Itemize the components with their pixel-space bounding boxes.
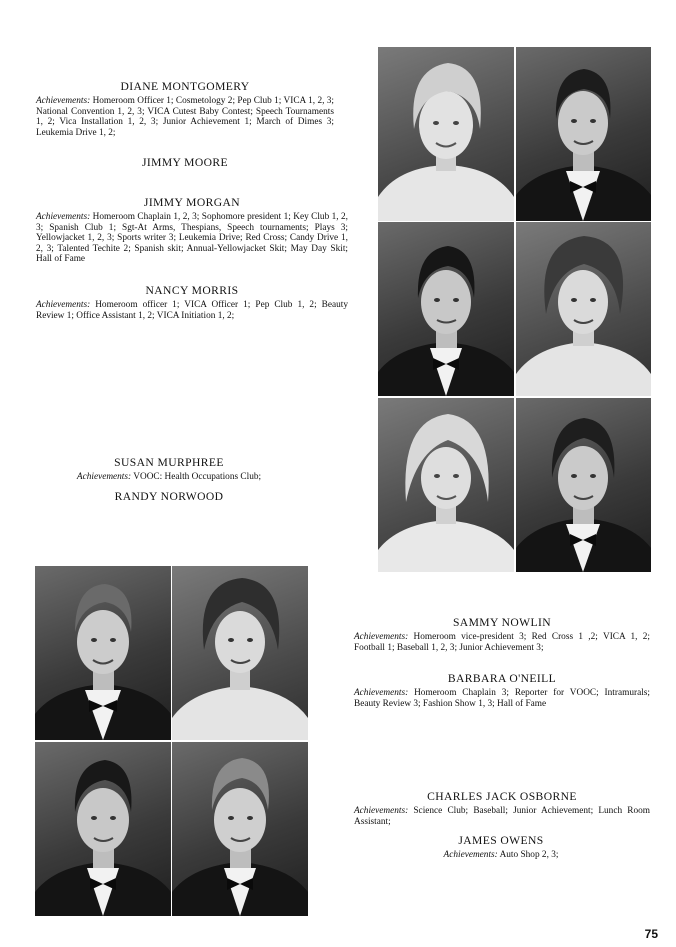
achievements-text: Homeroom Chaplain 1, 2, 3; Sophomore president 1; Key Club 1, 2, 3; Spanish Club 1; Sgt-At Arms, Thespians, Speech tournaments; Plays 3; Yellowjacket 1, 2, 3; Sports writer 3; Leukemia Drive; Red Cross; Candy Drive 1, 2, 3; Talented Techite 2; Spanish skit; Annual-Yellowjacket Skit; May Day Skit; Hall of Fame	[36, 212, 348, 265]
portrait-photo-james-owens	[172, 742, 308, 916]
achievements-text: Homeroom vice-president 3; Red Cross 1 ,2; VICA 1, 2; Football 1; Baseball 1, 2, 3; Junior Achievement 3;	[354, 632, 650, 653]
student-name: JIMMY MOORE	[141, 156, 229, 169]
achievements-text: Homeroom officer 1; VICA Officer 1; Pep Club 1, 2; Beauty Review 1; Office Assistant 1, 2; VICA Initiation 1, 2;	[36, 300, 348, 321]
portrait-photo-randy-norwood	[516, 398, 651, 572]
student-name: NANCY MORRIS	[145, 284, 239, 297]
achievements-text: VOOC: Health Occupations Club;	[133, 472, 262, 482]
achievements-label: Achievements:	[354, 688, 409, 698]
achievements-label: Achievements:	[354, 806, 409, 816]
student-entry-charles-jack-osborne	[354, 790, 650, 827]
page-number: 75	[644, 927, 658, 941]
student-entry-randy-norwood	[36, 490, 302, 506]
student-entry-susan-murphree	[36, 456, 302, 483]
student-entry-nancy-morris	[36, 284, 348, 321]
achievements-text: Science Club; Baseball; Junior Achievement; Lunch Room Assistant;	[354, 806, 650, 827]
student-name: CHARLES JACK OSBORNE	[427, 790, 577, 803]
portrait-photo-barbara-oneill	[172, 566, 308, 740]
achievements-label: Achievements:	[354, 632, 409, 642]
achievements-label: Achievements:	[76, 472, 132, 482]
student-entry-jimmy-morgan	[36, 196, 348, 265]
student-name: JIMMY MORGAN	[143, 196, 241, 209]
portrait-photo-susan-murphree	[378, 398, 514, 572]
student-entry-sammy-nowlin	[354, 616, 650, 653]
student-name: RANDY NORWOOD	[114, 490, 224, 503]
student-name: JAMES OWENS	[458, 834, 544, 847]
student-name: SUSAN MURPHREE	[114, 456, 224, 469]
portrait-photo-jimmy-moore	[516, 47, 651, 221]
achievements-label: Achievements:	[443, 850, 498, 860]
portrait-photo-charles-jack-osborne	[35, 742, 171, 916]
portrait-photo-jimmy-morgan	[378, 222, 514, 396]
portrait-photo-nancy-morris	[516, 222, 651, 396]
student-name: DIANE MONTGOMERY	[120, 80, 250, 93]
achievements-text: Auto Shop 2, 3;	[499, 850, 559, 860]
achievements-label: Achievements:	[36, 96, 91, 106]
portrait-photo-sammy-nowlin	[35, 566, 171, 740]
student-name: SAMMY NOWLIN	[452, 616, 552, 629]
achievements-text: Homeroom Chaplain 3; Reporter for VOOC; Intramurals; Beauty Review 3; Fashion Show 1, 3; Hall of Fame	[354, 688, 650, 709]
portrait-photo-diane-montgomery	[378, 47, 514, 221]
student-entry-jimmy-moore	[36, 156, 334, 172]
student-entry-james-owens	[390, 834, 612, 861]
student-entry-diane-montgomery	[36, 80, 334, 138]
achievements-label: Achievements:	[36, 212, 91, 222]
achievements-label: Achievements:	[36, 300, 91, 310]
student-entry-barbara-oneill	[354, 672, 650, 709]
student-name: BARBARA O'NEILL	[447, 672, 557, 685]
achievements-text: Homeroom Officer 1; Cosmetology 2; Pep Club 1; VICA 1, 2, 3; National Convention 1, 2, 3; VICA Cutest Baby Contest; Speech Tournaments 1, 2; Vica Installation 1, 2, 3; Junior Achievement 1; March of Dimes 3; Leukemia Drive 1, 2;	[36, 96, 334, 138]
